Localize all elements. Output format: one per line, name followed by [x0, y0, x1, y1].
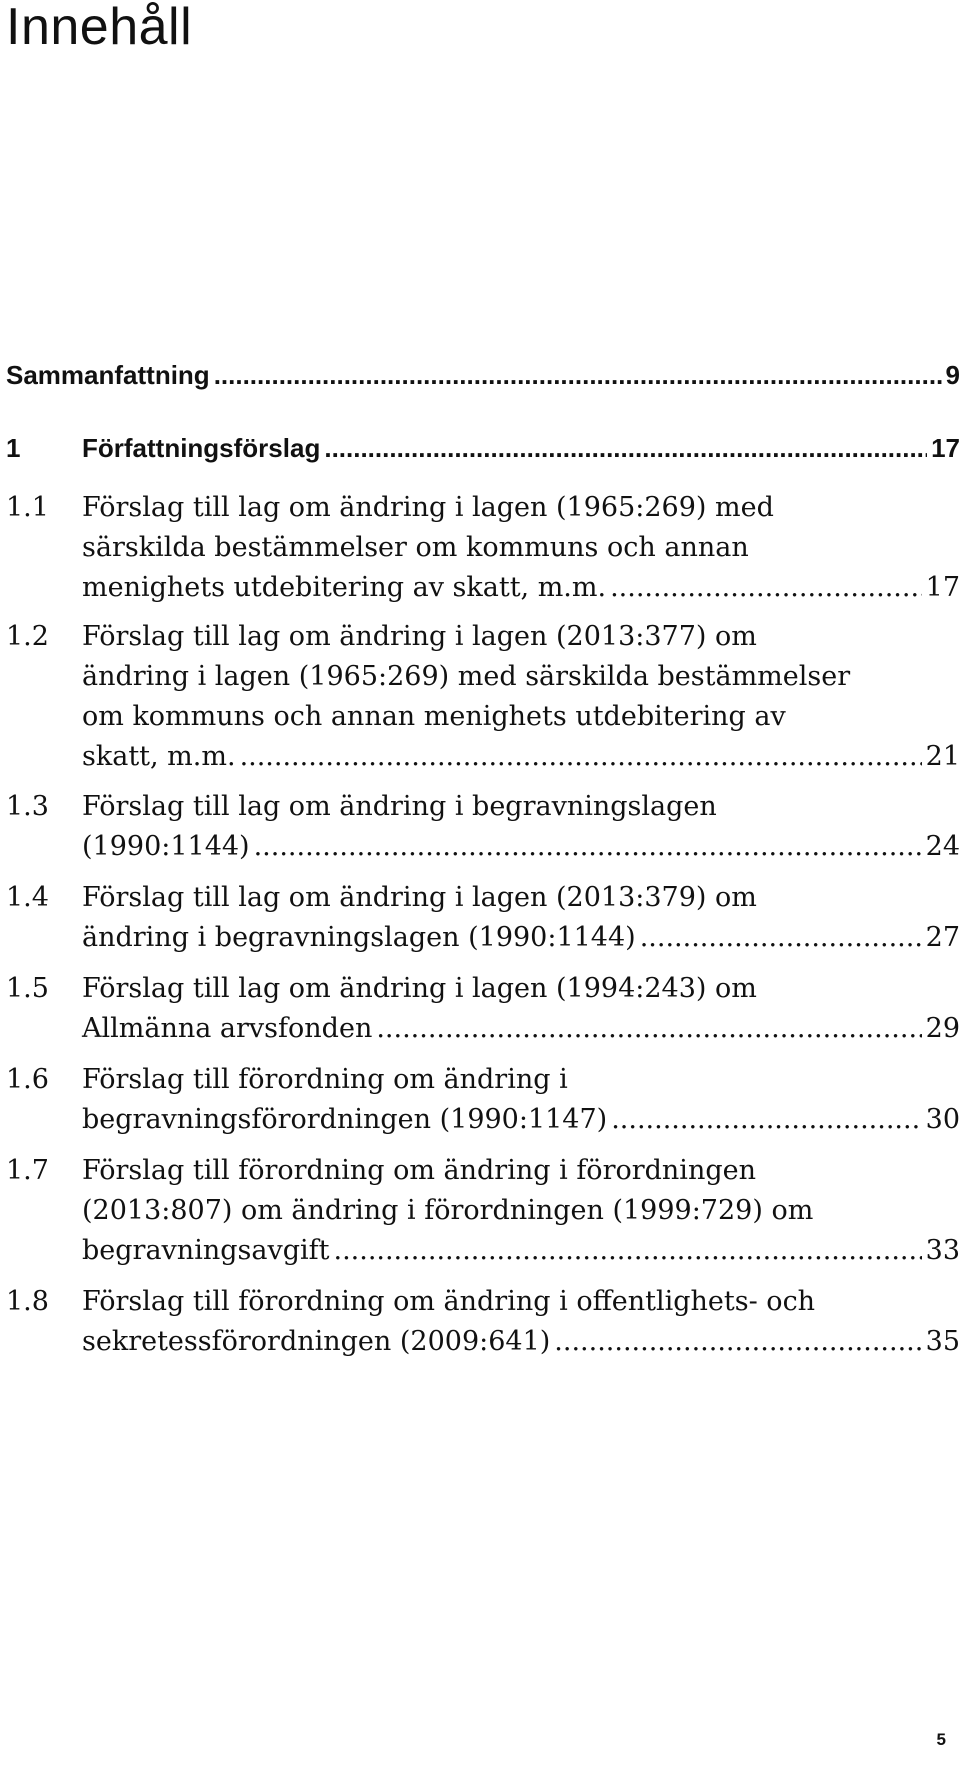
page-folio-number: 5	[936, 1730, 946, 1749]
toc-entry-line: om kommuns och annan menighets utdebitering av	[82, 701, 786, 732]
toc-entry-number: 1.7	[6, 1155, 49, 1186]
toc-entry-line: Förslag till lag om ändring i lagen (1994:243) om	[82, 973, 757, 1004]
toc-page-number: 9	[945, 360, 960, 390]
toc-page-number: 35	[925, 1326, 960, 1357]
toc-entry-number: 1	[6, 433, 21, 463]
toc-entry-title: Allmänna arvsfonden	[82, 1013, 373, 1044]
toc-entry-line: Förslag till förordning om ändring i	[82, 1064, 568, 1095]
toc-entry-line: särskilda bestämmelser om kommuns och annan	[82, 532, 749, 563]
toc-entry-number: 1.8	[6, 1286, 49, 1317]
toc-page-number: 24	[925, 831, 960, 862]
dot-leader	[324, 427, 927, 469]
toc-entry-title: skatt, m.m.	[82, 741, 236, 772]
toc-page-number: 29	[925, 1013, 960, 1044]
toc-entry-line: Förslag till förordning om ändring i förordningen	[82, 1155, 756, 1186]
toc-page-number: 21	[925, 741, 960, 772]
toc-entry-title: Författningsförslag	[82, 433, 321, 463]
toc-entry-title: sekretessförordningen (2009:641)	[82, 1326, 551, 1357]
dot-leader	[554, 1321, 921, 1363]
toc-entry-title: ändring i begravningslagen (1990:1144)	[82, 922, 636, 953]
dot-leader	[640, 917, 922, 959]
toc-entry-line: Förslag till förordning om ändring i offentlighets- och	[82, 1286, 816, 1317]
toc-entry-title: menighets utdebitering av skatt, m.m.	[82, 572, 607, 603]
toc-page-number: 17	[931, 433, 960, 463]
toc-entry-number: 1.5	[6, 973, 49, 1004]
dot-leader	[611, 1099, 921, 1141]
toc-entry-line: Förslag till lag om ändring i lagen (1965:269) med	[82, 492, 774, 523]
toc-entry-title: Sammanfattning	[6, 360, 210, 390]
toc-entry-line: Förslag till lag om ändring i begravningslagen	[82, 791, 717, 822]
toc-entry-number: 1.1	[6, 492, 49, 523]
dot-leader	[214, 354, 942, 396]
toc-entry-title: begravningsavgift	[82, 1235, 330, 1266]
page-title: Innehåll	[6, 0, 193, 56]
toc-entry-number: 1.3	[6, 791, 49, 822]
toc-entry-line: (2013:807) om ändring i förordningen (1999:729) om	[82, 1195, 814, 1226]
toc-entry-line: Förslag till lag om ändring i lagen (2013:379) om	[82, 882, 757, 913]
toc-entry-title: begravningsförordningen (1990:1147)	[82, 1104, 608, 1135]
dot-leader	[610, 567, 922, 609]
toc-page-number: 17	[925, 572, 960, 603]
toc-page-number: 27	[925, 922, 960, 953]
toc-entry-number: 1.6	[6, 1064, 49, 1095]
toc-page-number: 30	[925, 1104, 960, 1135]
toc-entry-number: 1.2	[6, 621, 49, 652]
toc-entry-number: 1.4	[6, 882, 49, 913]
toc-entry-line: ändring i lagen (1965:269) med särskilda bestämmelser	[82, 661, 851, 692]
dot-leader	[254, 826, 922, 868]
dot-leader	[333, 1230, 921, 1272]
dot-leader	[376, 1008, 921, 1050]
dot-leader	[240, 736, 922, 778]
toc-page-number: 33	[925, 1235, 960, 1266]
toc-entry-title: (1990:1144)	[82, 831, 250, 862]
toc-entry-line: Förslag till lag om ändring i lagen (2013:377) om	[82, 621, 757, 652]
